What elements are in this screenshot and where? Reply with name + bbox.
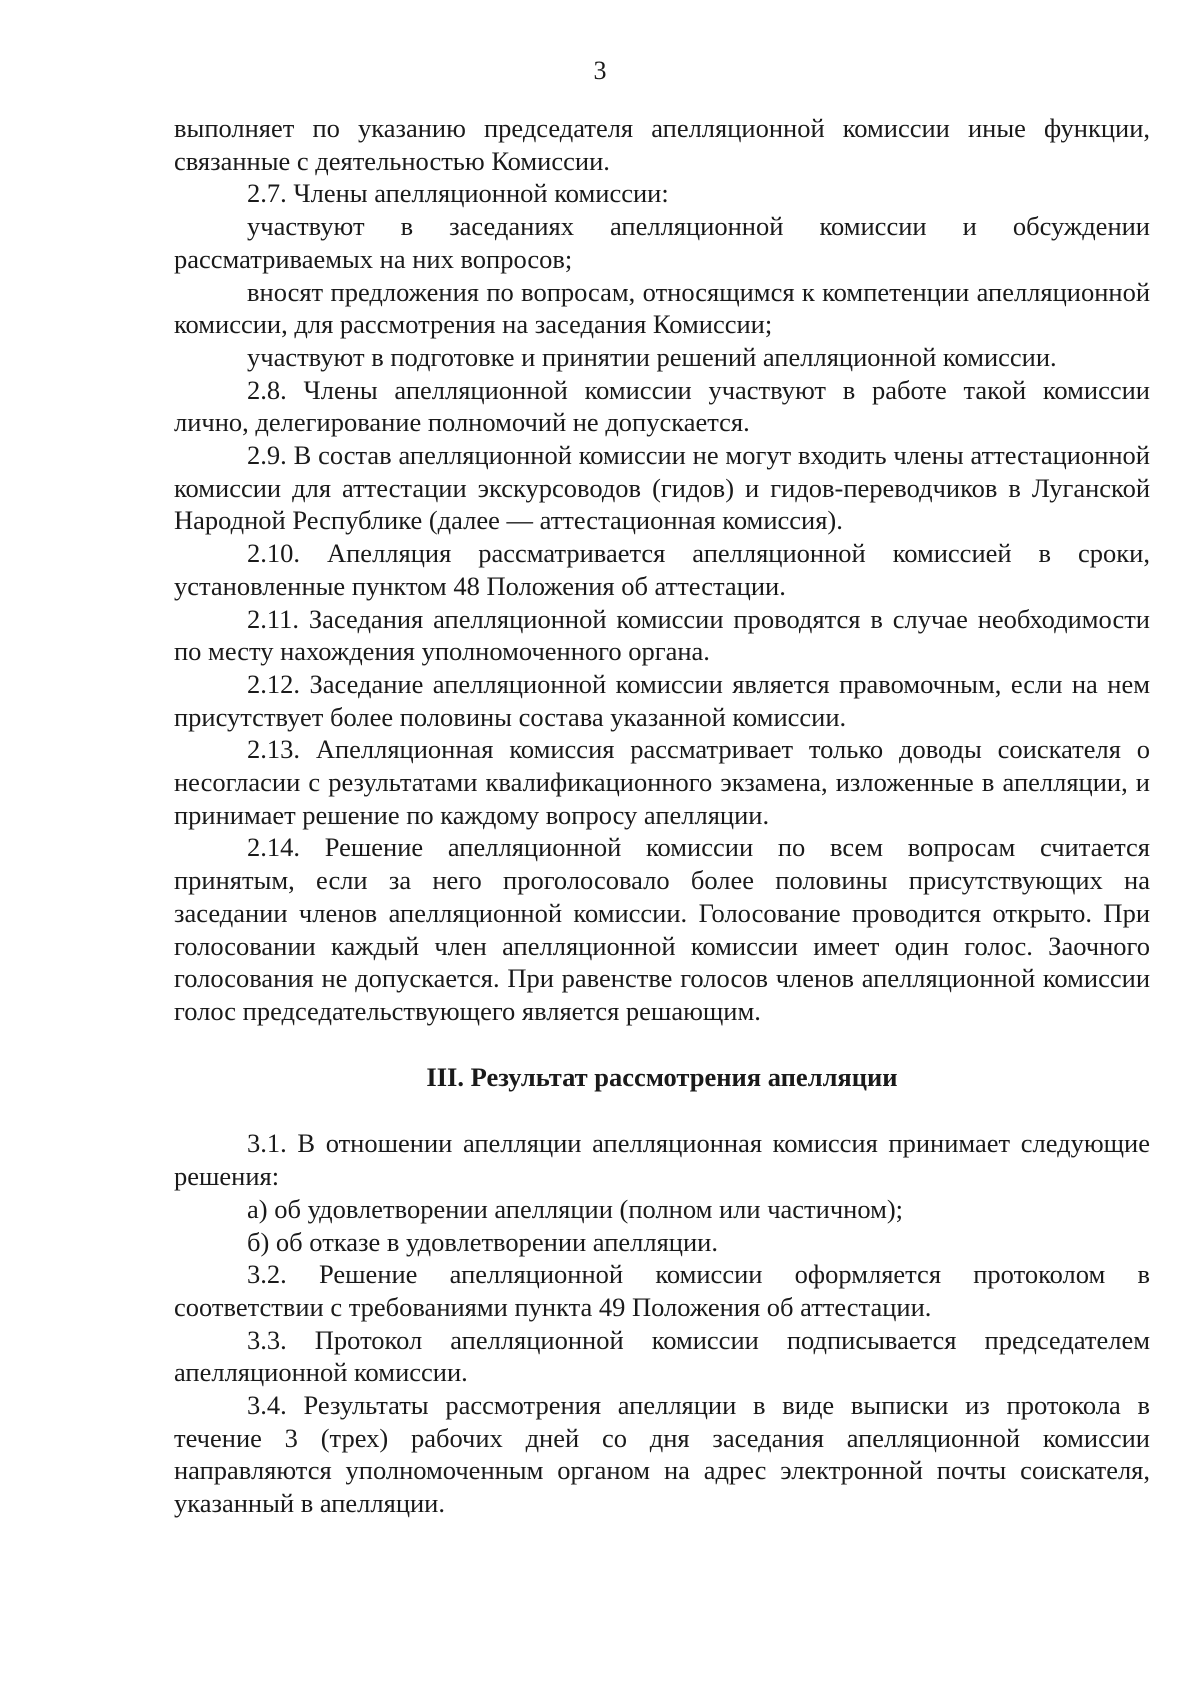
paragraph-2-12: 2.12. Заседание апелляционной комиссии является правомочным, если на нем присутствует более половины состава указанной комиссии. bbox=[174, 668, 1150, 732]
paragraph-3-1-item-a: а) об удовлетворении апелляции (полном или частичном); bbox=[247, 1193, 904, 1224]
paragraph-2-7: 2.7. Члены апелляционной комиссии: bbox=[247, 178, 669, 209]
paragraph-2-8: 2.8. Члены апелляционной комиссии участвуют в работе такой комиссии лично, делегирование полномочий не допускается. bbox=[174, 374, 1150, 438]
paragraph-2-9: 2.9. В состав апелляционной комиссии не могут входить члены аттестационной комиссии для аттестации экскурсоводов (гидов) и гидов-переводчиков в Луганской Народной Республике (далее — аттестационная комиссия). bbox=[174, 440, 1150, 536]
paragraph-2-7-item-3: участвуют в подготовке и принятии решений апелляционной комиссии. bbox=[247, 341, 1057, 372]
page-number: 3 bbox=[593, 56, 607, 85]
paragraph-3-3: 3.3. Протокол апелляционной комиссии подписывается председателем апелляционной комиссии. bbox=[174, 1324, 1150, 1388]
paragraph-3-1-item-b: б) об отказе в удовлетворении апелляции. bbox=[247, 1226, 718, 1257]
paragraph-3-2: 3.2. Решение апелляционной комиссии оформляется протоколом в соответствии с требованиями пункта 49 Положения об аттестации. bbox=[174, 1259, 1150, 1322]
paragraph-2-7-item-2: вносят предложения по вопросам, относящимся к компетенции апелляционной комиссии, для рассмотрения на заседания Комиссии; bbox=[174, 276, 1150, 340]
paragraph-2-14: 2.14. Решение апелляционной комиссии по всем вопросам считается принятым, если за него проголосовало более половины присутствующих на заседании членов апелляционной комиссии. Голосование проводится открыто. При голосовании каждый член апелляционной комиссии имеет один голос. Заочного голосования не допускается. При равенстве голосов членов апелляционной комиссии голос председательствующего является решающим. bbox=[174, 832, 1150, 1026]
paragraph-2-10: 2.10. Апелляция рассматривается апелляционной комиссией в сроки, установленные пунктом 48 Положения об аттестации. bbox=[174, 538, 1150, 601]
paragraph-2-7-item-1: участвуют в заседаниях апелляционной комиссии и обсуждении рассматриваемых на них вопросов; bbox=[174, 211, 1150, 274]
document-body bbox=[174, 112, 1150, 1520]
paragraph-2-13: 2.13. Апелляционная комиссия рассматривает только доводы соискателя о несогласии с результатами квалификационного экзамена, изложенные в апелляции, и принимает решение по каждому вопросу апелляции. bbox=[174, 734, 1150, 830]
paragraph-3-4: 3.4. Результаты рассмотрения апелляции в виде выписки из протокола в течение 3 (трех) рабочих дней со дня заседания апелляционной комиссии направляются уполномоченным органом на адрес электронной почты соискателя, указанный в апелляции. bbox=[174, 1390, 1150, 1519]
paragraph-2-11: 2.11. Заседания апелляционной комиссии проводятся в случае необходимости по месту нахождения уполномоченного органа. bbox=[174, 603, 1150, 667]
paragraph-3-1: 3.1. В отношении апелляции апелляционная комиссия принимает следующие решения: bbox=[174, 1128, 1150, 1192]
paragraph-continuation: выполняет по указанию председателя апелляционной комиссии иные функции, связанные с деятельностью Комиссии. bbox=[174, 113, 1150, 176]
section-title: III. Результат рассмотрения апелляции bbox=[426, 1061, 898, 1092]
